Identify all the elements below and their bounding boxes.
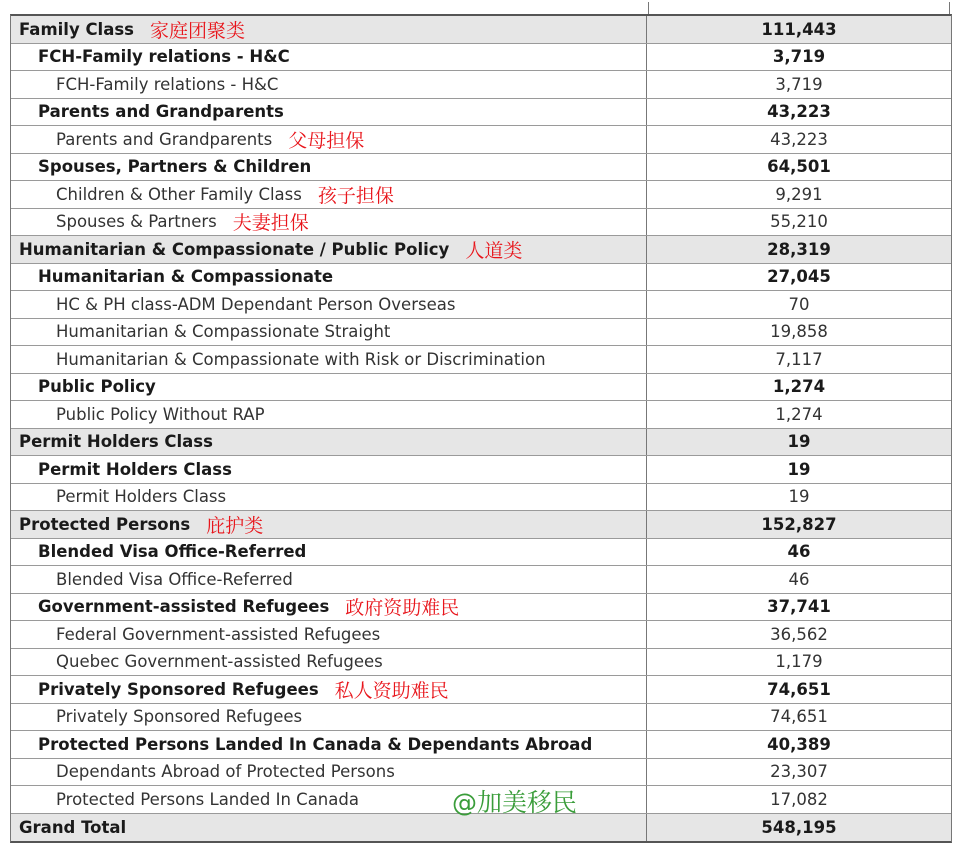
row-label-cell xyxy=(11,456,647,483)
row-label: Permit Holders Class xyxy=(19,432,213,452)
row-value: 9,291 xyxy=(775,184,823,204)
table-row xyxy=(11,236,951,264)
row-value: 19 xyxy=(787,432,811,452)
row-label-cell xyxy=(11,566,647,593)
row-label: Grand Total xyxy=(19,817,127,837)
row-label-cell xyxy=(11,676,647,703)
row-label-cell xyxy=(11,731,647,758)
row-value: 1,274 xyxy=(775,404,823,424)
row-label-cell xyxy=(11,374,647,401)
table-row xyxy=(11,181,951,209)
table-row xyxy=(11,126,951,154)
chinese-annotation: 人道类 xyxy=(465,239,523,262)
table-row xyxy=(11,484,951,512)
row-value: 111,443 xyxy=(761,19,837,39)
row-label-cell xyxy=(11,236,647,263)
row-label-cell xyxy=(11,704,647,731)
row-label: Spouses, Partners & Children xyxy=(38,157,312,177)
row-label-cell xyxy=(11,16,647,43)
row-label: Parents and Grandparents xyxy=(56,129,273,149)
table-row xyxy=(11,429,951,457)
top-edge-tick xyxy=(949,2,950,14)
row-label-cell xyxy=(11,401,647,428)
row-label-cell xyxy=(11,429,647,456)
row-label: FCH-Family relations - H&C xyxy=(38,47,290,67)
row-label-cell xyxy=(11,126,647,153)
row-label-cell xyxy=(11,99,647,126)
row-value: 19 xyxy=(787,459,811,479)
chinese-annotation: 庇护类 xyxy=(206,514,264,537)
row-value: 27,045 xyxy=(767,267,831,287)
row-label: Dependants Abroad of Protected Persons xyxy=(56,762,395,782)
row-label: FCH-Family relations - H&C xyxy=(56,74,279,94)
row-value: 19,858 xyxy=(770,322,828,342)
table-row xyxy=(11,676,951,704)
row-value: 70 xyxy=(788,294,810,314)
row-value: 46 xyxy=(788,569,810,589)
row-value: 7,117 xyxy=(775,349,823,369)
row-label: Protected Persons xyxy=(19,514,191,534)
row-value: 3,719 xyxy=(775,74,823,94)
table-row xyxy=(11,291,951,319)
row-label-cell xyxy=(11,319,647,346)
table-row xyxy=(11,566,951,594)
row-label: Government-assisted Refugees xyxy=(38,597,330,617)
table-row xyxy=(11,154,951,182)
row-label-cell xyxy=(11,71,647,98)
row-label-cell xyxy=(11,649,647,676)
row-label-cell xyxy=(11,511,647,538)
row-label: Family Class xyxy=(19,19,134,39)
table-row xyxy=(11,16,951,44)
row-label: Public Policy xyxy=(38,377,156,397)
row-value: 74,651 xyxy=(767,679,831,699)
row-label: Blended Visa Office-Referred xyxy=(38,542,307,562)
row-value: 548,195 xyxy=(761,817,837,837)
row-label-cell xyxy=(11,759,647,786)
table-row xyxy=(11,44,951,72)
row-label: Humanitarian & Compassionate xyxy=(38,267,334,287)
row-value: 37,741 xyxy=(767,597,831,617)
row-label-cell xyxy=(11,154,647,181)
chinese-annotation: 政府资助难民 xyxy=(345,597,460,620)
chinese-annotation: 孩子担保 xyxy=(317,184,394,207)
row-value: 55,210 xyxy=(770,212,828,232)
table-row xyxy=(11,594,951,622)
table-row xyxy=(11,374,951,402)
table-row xyxy=(11,759,951,787)
table-row xyxy=(11,731,951,759)
table-row xyxy=(11,71,951,99)
row-value: 74,651 xyxy=(770,707,828,727)
table-row xyxy=(11,704,951,732)
row-value: 1,274 xyxy=(772,377,826,397)
row-value: 19 xyxy=(788,487,810,507)
row-label: Privately Sponsored Refugees xyxy=(38,679,319,699)
table-row xyxy=(11,209,951,237)
chinese-annotation: 父母担保 xyxy=(288,129,365,152)
row-value: 23,307 xyxy=(770,762,828,782)
row-label-cell xyxy=(11,181,647,208)
table-row xyxy=(11,99,951,127)
row-label: Privately Sponsored Refugees xyxy=(56,707,303,727)
row-label: Protected Persons Landed In Canada & Dependants Abroad xyxy=(38,734,593,754)
row-label: Spouses & Partners xyxy=(56,212,217,232)
table-row xyxy=(11,456,951,484)
row-label: Federal Government-assisted Refugees xyxy=(56,624,381,644)
table-row xyxy=(11,401,951,429)
row-label-cell xyxy=(11,346,647,373)
row-label-cell xyxy=(11,621,647,648)
row-label: Parents and Grandparents xyxy=(38,102,284,122)
table-row xyxy=(11,621,951,649)
row-label-cell xyxy=(11,209,647,236)
row-value: 64,501 xyxy=(767,157,831,177)
row-label-cell xyxy=(11,44,647,71)
top-divider-tick xyxy=(648,2,649,14)
row-value: 40,389 xyxy=(767,734,831,754)
row-value: 43,223 xyxy=(767,102,831,122)
table-row xyxy=(11,346,951,374)
row-label: Humanitarian & Compassionate / Public Policy xyxy=(19,239,450,259)
row-value: 17,082 xyxy=(770,789,828,809)
row-label-cell xyxy=(11,291,647,318)
row-value: 46 xyxy=(787,542,811,562)
row-value: 152,827 xyxy=(761,514,837,534)
chinese-annotation: 私人资助难民 xyxy=(334,679,449,702)
table-row xyxy=(11,649,951,677)
table-row xyxy=(11,319,951,347)
row-label: Blended Visa Office-Referred xyxy=(56,569,293,589)
table-row xyxy=(11,511,951,539)
row-label: Humanitarian & Compassionate with Risk or Discrimination xyxy=(56,349,546,369)
row-label-cell xyxy=(11,264,647,291)
statistics-table xyxy=(10,14,952,843)
row-value: 43,223 xyxy=(770,129,828,149)
row-label: HC & PH class-ADM Dependant Person Overseas xyxy=(56,294,456,314)
row-value: 36,562 xyxy=(770,624,828,644)
row-label: Protected Persons Landed In Canada xyxy=(56,789,359,809)
chinese-annotation: 家庭团聚类 xyxy=(149,19,245,42)
row-label: Quebec Government-assisted Refugees xyxy=(56,652,383,672)
row-label: Permit Holders Class xyxy=(38,459,232,479)
row-value: 1,179 xyxy=(775,652,823,672)
row-label: Humanitarian & Compassionate Straight xyxy=(56,322,391,342)
row-label-cell xyxy=(11,539,647,566)
row-value: 3,719 xyxy=(772,47,826,67)
row-value: 28,319 xyxy=(767,239,831,259)
table-row xyxy=(11,539,951,567)
table-row xyxy=(11,264,951,292)
row-label: Public Policy Without RAP xyxy=(56,404,265,424)
row-label-cell xyxy=(11,484,647,511)
row-label: Permit Holders Class xyxy=(56,487,227,507)
row-label: Children & Other Family Class xyxy=(56,184,302,204)
row-label-cell xyxy=(11,594,647,621)
watermark: @加美移民 xyxy=(452,788,578,817)
chinese-annotation: 夫妻担保 xyxy=(232,212,309,235)
